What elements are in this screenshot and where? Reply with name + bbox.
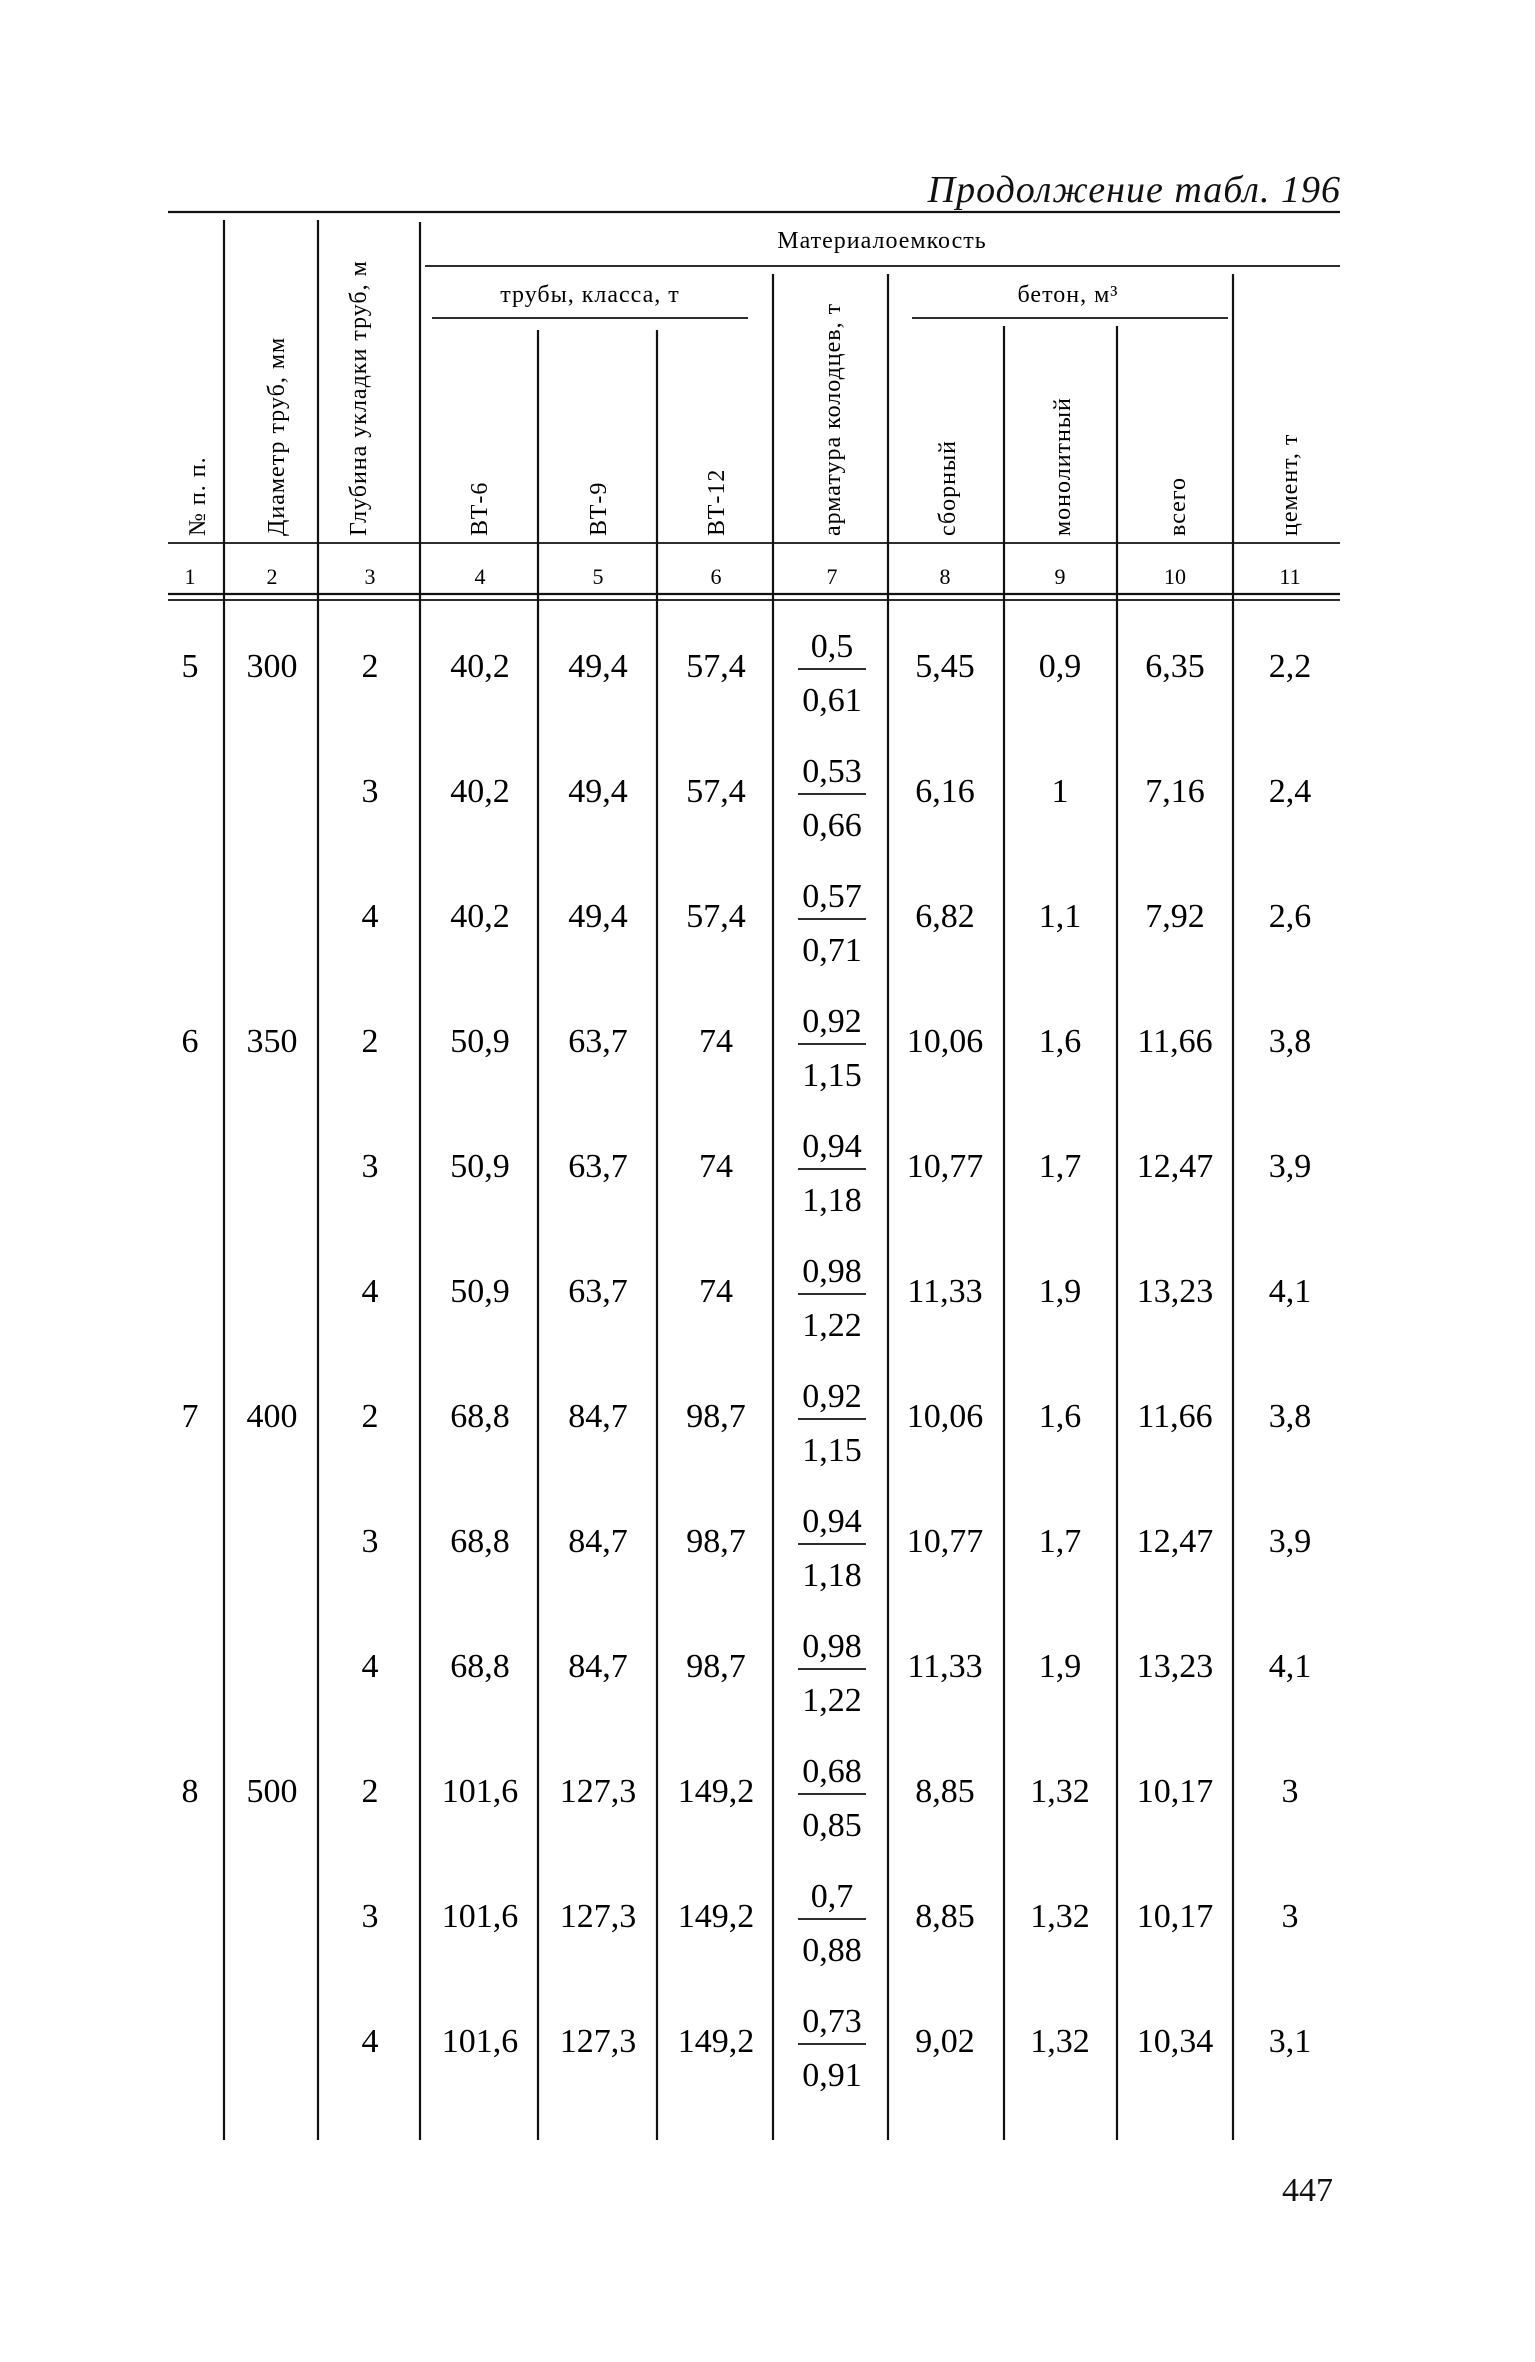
bt12-cell: 149,2 — [677, 1898, 755, 1935]
monolithic-cell: 1,7 — [1038, 1523, 1082, 1560]
header-concrete-group: бетон, м³ — [1017, 282, 1119, 308]
bt12-cell: 98,7 — [686, 1398, 746, 1435]
monolithic-cell: 1,32 — [1030, 1773, 1090, 1810]
total-concrete-cell: 11,66 — [1137, 1023, 1213, 1060]
monolithic-cell: 1 — [1051, 773, 1069, 810]
depth-cell: 3 — [361, 1523, 379, 1560]
header-precast: сборный — [935, 440, 961, 536]
precast-cell: 8,85 — [915, 1898, 975, 1935]
total-concrete-cell: 6,35 — [1145, 648, 1205, 685]
bt6-cell: 50,9 — [450, 1148, 510, 1185]
rebar-denominator: 1,15 — [802, 1432, 862, 1469]
monolithic-cell: 1,7 — [1038, 1148, 1082, 1185]
bt6-cell: 68,8 — [450, 1523, 510, 1560]
table-row — [182, 1378, 1312, 1469]
cement-cell: 4,1 — [1268, 1273, 1312, 1310]
column-number: 10 — [1164, 564, 1186, 589]
total-concrete-cell: 12,47 — [1136, 1148, 1214, 1185]
rebar-numerator: 0,94 — [802, 1128, 862, 1165]
diameter-cell: 500 — [246, 1773, 298, 1810]
table-row — [362, 1628, 1312, 1719]
diameter-cell: 350 — [246, 1023, 298, 1060]
depth-cell: 3 — [361, 773, 379, 810]
monolithic-cell: 1,9 — [1038, 1273, 1082, 1310]
table-row — [182, 1003, 1312, 1094]
depth-cell: 2 — [361, 648, 379, 685]
cement-cell: 3 — [1281, 1898, 1299, 1935]
header-row-number: № п. п. — [185, 456, 211, 536]
total-concrete-cell: 13,23 — [1136, 1648, 1214, 1685]
cement-cell: 2,4 — [1268, 773, 1312, 810]
total-concrete-cell: 10,17 — [1136, 1773, 1214, 1810]
depth-cell: 2 — [361, 1398, 379, 1435]
header-bt6: ВТ-6 — [467, 481, 493, 536]
rebar-denominator: 0,61 — [802, 682, 862, 719]
bt6-cell: 50,9 — [450, 1273, 510, 1310]
header-diameter: Диаметр труб, мм — [264, 336, 290, 536]
table-row — [362, 1253, 1312, 1344]
bt6-cell: 50,9 — [450, 1023, 510, 1060]
total-concrete-cell: 12,47 — [1136, 1523, 1214, 1560]
table-row — [182, 1753, 1299, 1844]
precast-cell: 5,45 — [915, 648, 975, 685]
rebar-numerator: 0,53 — [802, 753, 862, 790]
table-row — [362, 1128, 1312, 1219]
bt9-cell: 63,7 — [568, 1148, 628, 1185]
row-number-cell: 5 — [181, 648, 199, 685]
monolithic-cell: 1,6 — [1038, 1023, 1082, 1060]
column-number: 2 — [266, 564, 278, 589]
cement-cell: 3,1 — [1268, 2023, 1312, 2060]
bt9-cell: 63,7 — [568, 1023, 628, 1060]
bt6-cell: 40,2 — [450, 773, 510, 810]
bt6-cell: 40,2 — [450, 648, 510, 685]
total-concrete-cell: 10,34 — [1136, 2023, 1214, 2060]
rebar-denominator: 0,88 — [802, 1932, 862, 1969]
precast-cell: 10,06 — [906, 1023, 984, 1060]
bt9-cell: 49,4 — [568, 773, 628, 810]
bt6-cell: 68,8 — [450, 1648, 510, 1685]
table-row — [362, 1878, 1299, 1969]
header-pipes-group: трубы, класса, т — [500, 282, 680, 308]
total-concrete-cell: 7,92 — [1145, 898, 1205, 935]
bt12-cell: 57,4 — [686, 773, 746, 810]
cement-cell: 3 — [1281, 1773, 1299, 1810]
monolithic-cell: 1,9 — [1038, 1648, 1082, 1685]
precast-cell: 10,77 — [906, 1523, 984, 1560]
cement-cell: 3,9 — [1268, 1148, 1312, 1185]
monolithic-cell: 1,1 — [1038, 898, 1082, 935]
monolithic-cell: 1,32 — [1030, 2023, 1090, 2060]
precast-cell: 11,33 — [907, 1648, 983, 1685]
bt9-cell: 49,4 — [568, 898, 628, 935]
column-number: 5 — [592, 564, 604, 589]
depth-cell: 3 — [361, 1898, 379, 1935]
rebar-numerator: 0,92 — [802, 1003, 862, 1040]
bt12-cell: 98,7 — [686, 1523, 746, 1560]
rebar-numerator: 0,7 — [810, 1878, 854, 1915]
table-caption: Продолжение табл. 196 — [927, 169, 1341, 211]
rebar-numerator: 0,57 — [802, 878, 862, 915]
bt9-cell: 84,7 — [568, 1648, 628, 1685]
column-number: 3 — [364, 564, 376, 589]
bt12-cell: 57,4 — [686, 648, 746, 685]
column-number: 7 — [826, 564, 838, 589]
precast-cell: 6,16 — [915, 773, 975, 810]
bt6-cell: 68,8 — [450, 1398, 510, 1435]
column-number: 4 — [474, 564, 486, 589]
rebar-denominator: 0,91 — [802, 2057, 862, 2094]
total-concrete-cell: 7,16 — [1145, 773, 1205, 810]
rebar-denominator: 1,15 — [802, 1057, 862, 1094]
bt12-cell: 74 — [699, 1273, 733, 1310]
diameter-cell: 300 — [246, 648, 298, 685]
rebar-denominator: 1,18 — [802, 1557, 862, 1594]
rebar-denominator: 0,71 — [802, 932, 862, 969]
precast-cell: 11,33 — [907, 1273, 983, 1310]
depth-cell: 2 — [361, 1773, 379, 1810]
row-number-cell: 7 — [181, 1398, 199, 1435]
monolithic-cell: 0,9 — [1038, 648, 1082, 685]
monolithic-cell: 1,6 — [1038, 1398, 1082, 1435]
header-bt9: ВТ-9 — [586, 481, 612, 536]
table-row — [362, 1503, 1312, 1594]
bt9-cell: 84,7 — [568, 1523, 628, 1560]
bt6-cell: 101,6 — [441, 1898, 519, 1935]
depth-cell: 4 — [361, 898, 379, 935]
depth-cell: 4 — [361, 1273, 379, 1310]
header-cement: цемент, т — [1277, 433, 1303, 536]
header-depth: Глубина укладки труб, м — [346, 260, 372, 536]
bt12-cell: 149,2 — [677, 2023, 755, 2060]
monolithic-cell: 1,32 — [1030, 1898, 1090, 1935]
total-concrete-cell: 11,66 — [1137, 1398, 1213, 1435]
cement-cell: 3,8 — [1268, 1023, 1312, 1060]
bt6-cell: 101,6 — [441, 1773, 519, 1810]
rebar-denominator: 0,66 — [802, 807, 862, 844]
header-monolithic: монолитный — [1050, 397, 1076, 536]
bt6-cell: 40,2 — [450, 898, 510, 935]
bt12-cell: 57,4 — [686, 898, 746, 935]
rebar-numerator: 0,73 — [802, 2003, 862, 2040]
column-number: 1 — [184, 564, 196, 589]
rebar-denominator: 1,22 — [802, 1682, 862, 1719]
column-number: 11 — [1279, 564, 1301, 589]
bt9-cell: 63,7 — [568, 1273, 628, 1310]
header-rebar: арматура колодцев, т — [820, 302, 846, 536]
table-row — [182, 628, 1312, 719]
header-material-intensity: Материалоемкость — [777, 228, 987, 254]
cement-cell: 2,2 — [1268, 648, 1312, 685]
rebar-numerator: 0,94 — [802, 1503, 862, 1540]
bt9-cell: 127,3 — [559, 2023, 637, 2060]
cement-cell: 2,6 — [1268, 898, 1312, 935]
precast-cell: 9,02 — [915, 2023, 975, 2060]
precast-cell: 8,85 — [915, 1773, 975, 1810]
precast-cell: 10,06 — [906, 1398, 984, 1435]
cement-cell: 4,1 — [1268, 1648, 1312, 1685]
bt12-cell: 98,7 — [686, 1648, 746, 1685]
total-concrete-cell: 13,23 — [1136, 1273, 1214, 1310]
column-number: 8 — [939, 564, 951, 589]
bt6-cell: 101,6 — [441, 2023, 519, 2060]
bt9-cell: 49,4 — [568, 648, 628, 685]
column-number: 9 — [1054, 564, 1066, 589]
rebar-denominator: 1,18 — [802, 1182, 862, 1219]
rebar-numerator: 0,98 — [802, 1253, 862, 1290]
header-bt12: ВТ-12 — [704, 468, 730, 536]
column-number: 6 — [710, 564, 722, 589]
row-number-cell: 6 — [181, 1023, 199, 1060]
table-row — [362, 2003, 1312, 2094]
bt12-cell: 74 — [699, 1148, 733, 1185]
table-row — [362, 753, 1312, 844]
rebar-numerator: 0,68 — [802, 1753, 862, 1790]
bt9-cell: 127,3 — [559, 1773, 637, 1810]
depth-cell: 4 — [361, 2023, 379, 2060]
total-concrete-cell: 10,17 — [1136, 1898, 1214, 1935]
page-number: 447 — [1282, 2172, 1333, 2209]
bt12-cell: 74 — [699, 1023, 733, 1060]
cement-cell: 3,8 — [1268, 1398, 1312, 1435]
precast-cell: 10,77 — [906, 1148, 984, 1185]
rebar-numerator: 0,92 — [802, 1378, 862, 1415]
precast-cell: 6,82 — [915, 898, 975, 935]
depth-cell: 2 — [361, 1023, 379, 1060]
cement-cell: 3,9 — [1268, 1523, 1312, 1560]
rebar-denominator: 1,22 — [802, 1307, 862, 1344]
rebar-numerator: 0,5 — [810, 628, 854, 665]
row-number-cell: 8 — [181, 1773, 199, 1810]
rebar-denominator: 0,85 — [802, 1807, 862, 1844]
bt9-cell: 84,7 — [568, 1398, 628, 1435]
rebar-numerator: 0,98 — [802, 1628, 862, 1665]
bt12-cell: 149,2 — [677, 1773, 755, 1810]
table-row — [362, 878, 1312, 969]
depth-cell: 4 — [361, 1648, 379, 1685]
depth-cell: 3 — [361, 1148, 379, 1185]
diameter-cell: 400 — [246, 1398, 298, 1435]
bt9-cell: 127,3 — [559, 1898, 637, 1935]
header-total: всего — [1165, 476, 1191, 536]
